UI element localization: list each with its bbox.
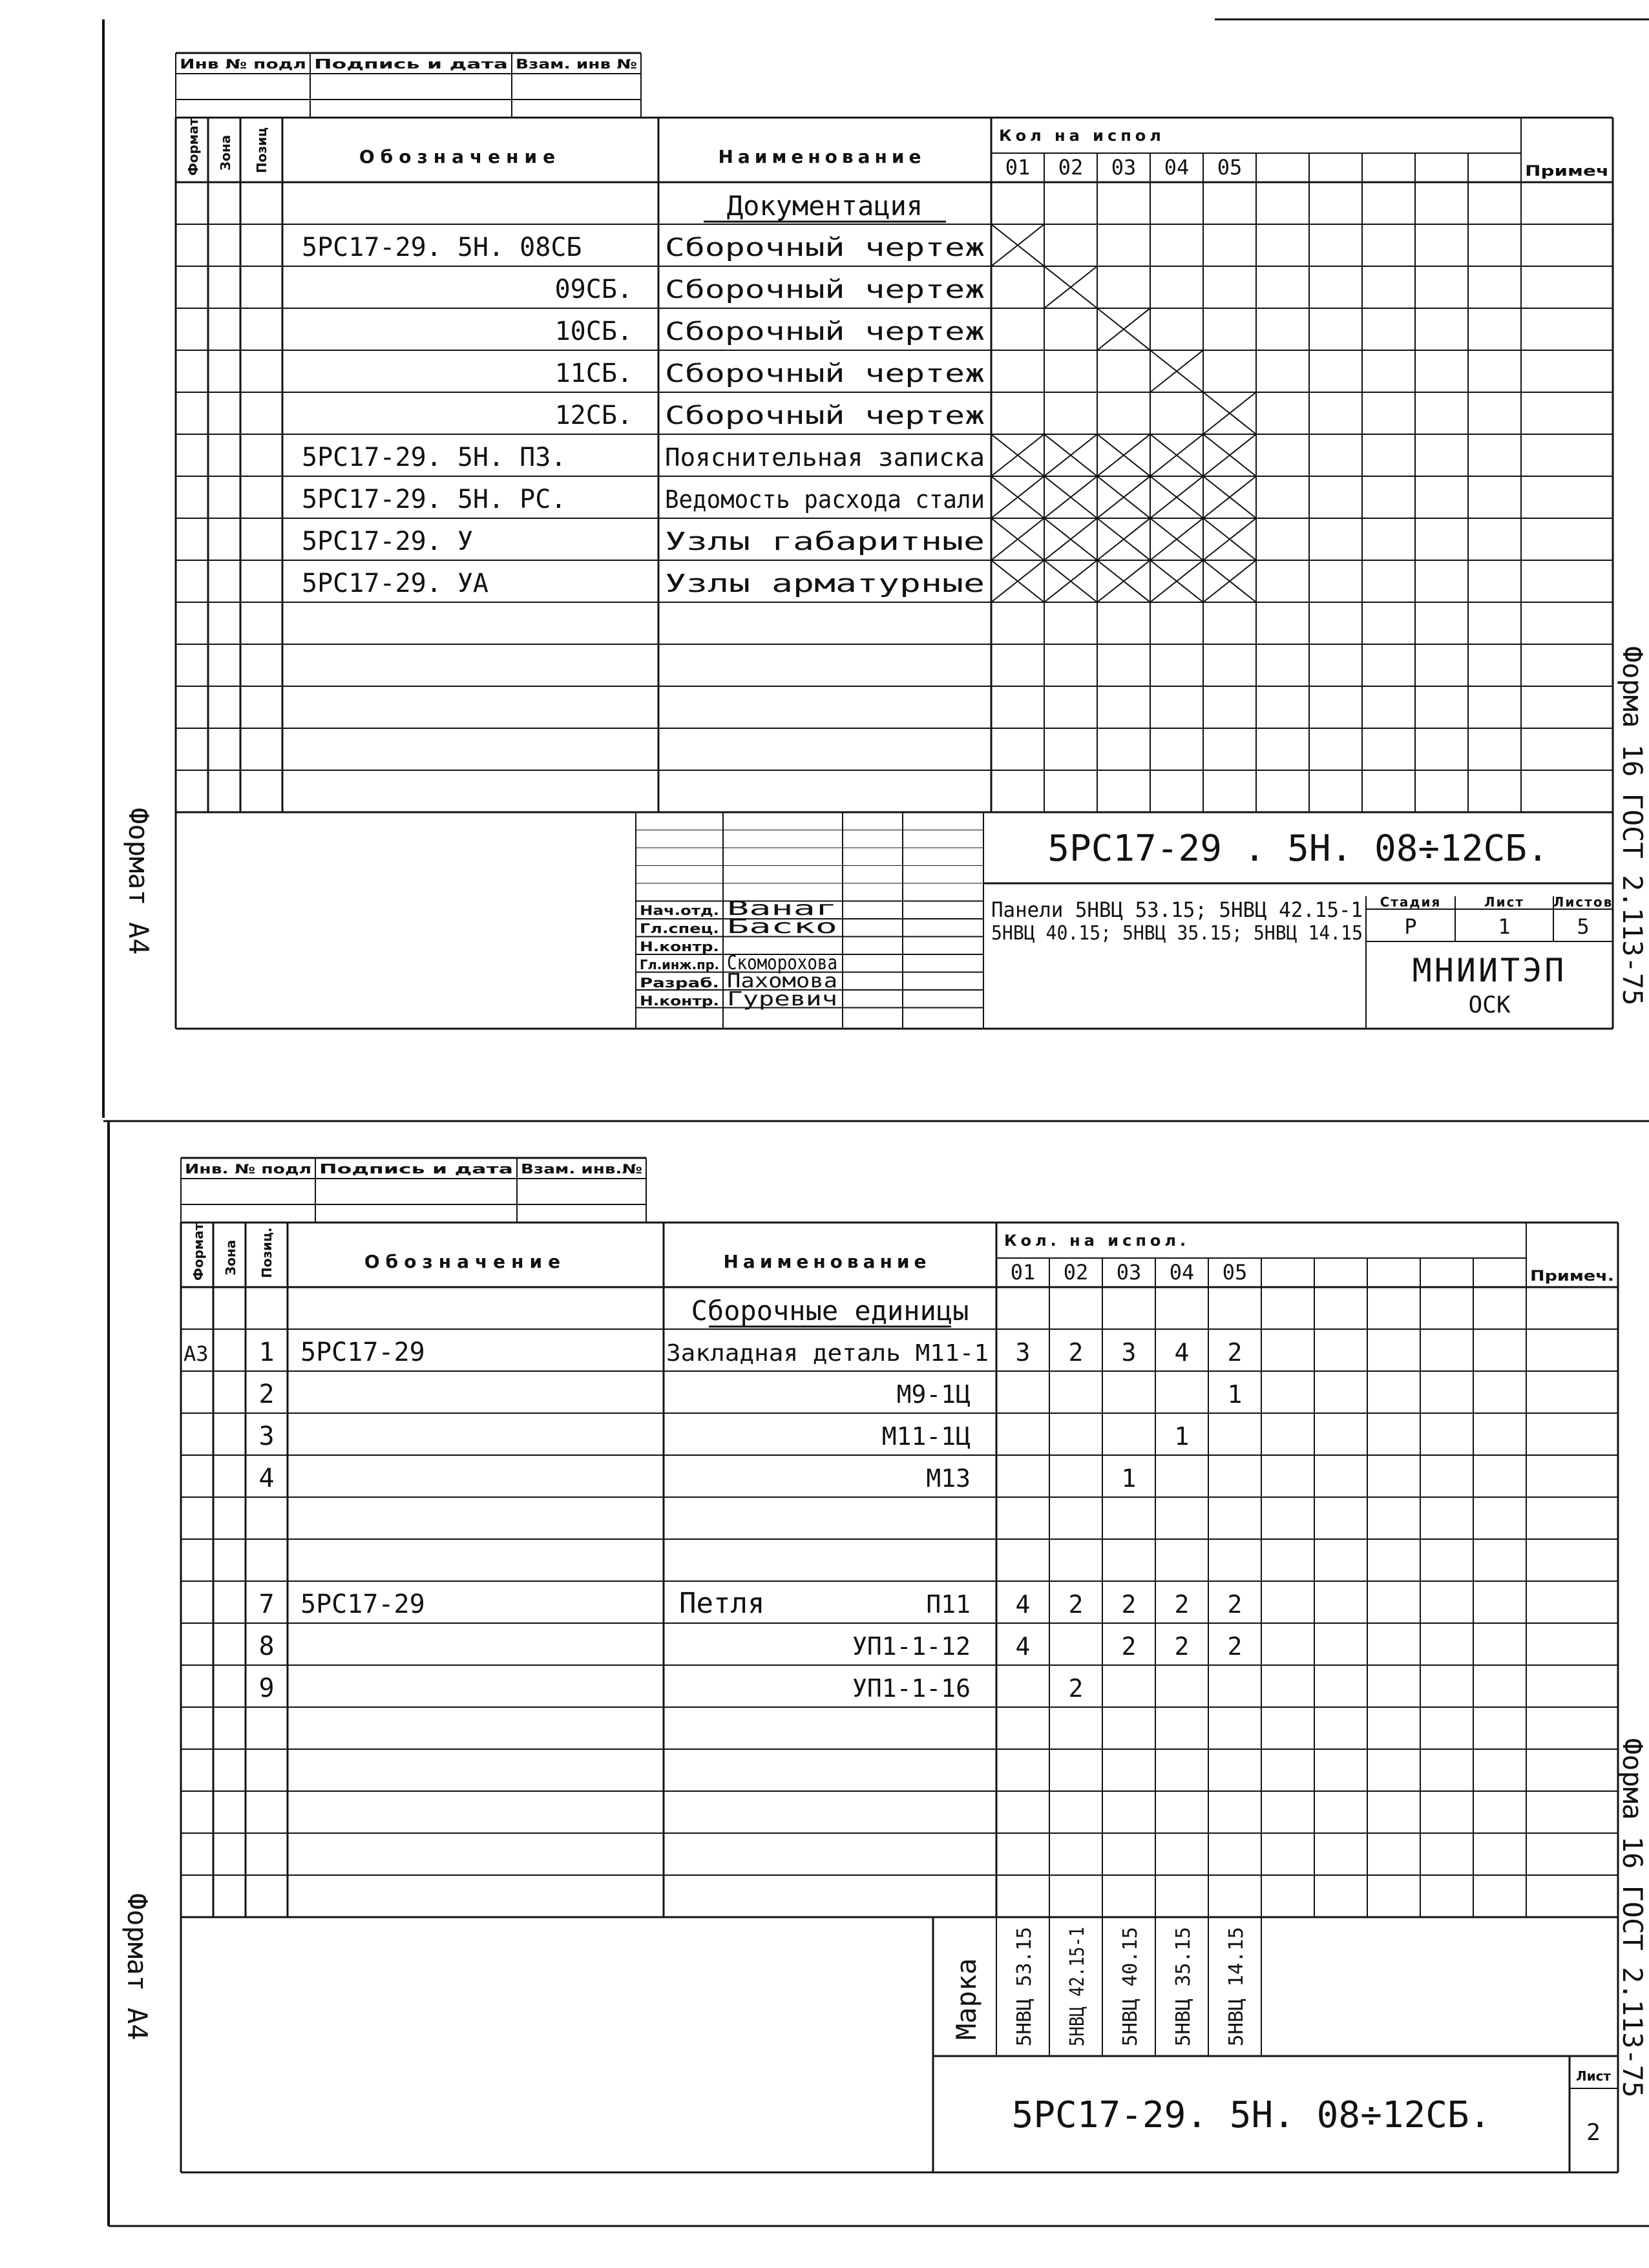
row-position: 9 (258, 1674, 275, 1703)
variant-number: 01 (1010, 1260, 1036, 1285)
stamp-header: Подпись и дата (314, 56, 508, 72)
header-quantity: Кол на испол (999, 127, 1165, 145)
row-designation: 12СБ. (554, 401, 633, 430)
spec-sheet-1 (123, 53, 1648, 1029)
row-name: Пояснительная записка (665, 443, 985, 472)
signature-name: Скоморохова (727, 952, 837, 974)
signature-role: Н.контр. (640, 939, 719, 954)
marka-value: 5НВЦ 53.15 (1013, 1929, 1036, 2046)
title-drawing-code: 5РС17-29 . 5Н. 08÷12СБ. (1047, 828, 1549, 870)
row-name: Сборочный чертеж (665, 401, 985, 430)
marka-value: 5НВЦ 40.15 (1119, 1929, 1142, 2046)
header-note: Примеч (1525, 163, 1609, 180)
signature-name: Ванаг (727, 898, 837, 920)
signature-name: Баско (727, 916, 837, 938)
signature-role: Гл.инж.пр. (640, 957, 719, 972)
format-side-note: Формат А4 (123, 808, 154, 955)
form-side-note: Форма 16 ГОСТ 2.113-75 (1617, 646, 1648, 1006)
signature-name: Пахомова (727, 970, 837, 992)
row-name: Петля (679, 1587, 765, 1620)
quantity-value: 3 (1015, 1338, 1031, 1367)
header-name: Наименование (723, 1251, 931, 1272)
stamp-header: Инв. № подл (185, 1161, 311, 1177)
quantity-value: 2 (1068, 1338, 1084, 1367)
row-position: 8 (258, 1632, 275, 1661)
stage-value: 5 (1577, 914, 1590, 939)
header-position: Позиц (254, 127, 269, 173)
title-drawing-code: 5РС17-29. 5Н. 08÷12СБ. (1011, 2094, 1491, 2136)
marka-value: 5НВЦ 14.15 (1225, 1929, 1248, 2046)
stamp-header: Взам. инв.№ (521, 1161, 642, 1177)
row-designation: 5РС17-29. 5Н. 08СБ (302, 233, 582, 262)
row-name: Сборочный чертеж (665, 275, 985, 304)
header-quantity: Кол. на испол. (1004, 1232, 1190, 1250)
variant-number: 02 (1063, 1260, 1089, 1285)
signature-role: Гл.спец. (640, 921, 719, 936)
row-designation: 10СБ. (554, 317, 633, 346)
row-designation: 5РС17-29 (300, 1590, 425, 1619)
quantity-value: 4 (1174, 1338, 1190, 1367)
header-designation: Обозначение (359, 146, 562, 167)
row-position: 4 (258, 1464, 275, 1493)
organization-name: МНИИТЭП (1412, 952, 1567, 989)
stage-value: 1 (1498, 914, 1511, 939)
quantity-value: 2 (1227, 1632, 1243, 1661)
stage-label: Стадия (1380, 894, 1442, 910)
variant-number: 02 (1058, 155, 1084, 180)
quantity-value: 1 (1227, 1380, 1243, 1409)
quantity-value: 1 (1174, 1422, 1190, 1451)
header-position: Позиц. (259, 1227, 275, 1278)
header-name: Наименование (718, 146, 926, 167)
row-designation: 09СБ. (554, 275, 633, 304)
quantity-value: 3 (1121, 1338, 1137, 1367)
stage-label: Лист (1484, 894, 1525, 910)
variant-number: 04 (1164, 155, 1190, 180)
stamp-header: Подпись и дата (319, 1161, 513, 1177)
row-position: 3 (258, 1422, 275, 1451)
stage-value: Р (1404, 914, 1417, 939)
row-name: Сборочный чертеж (665, 317, 985, 346)
row-name: Сборочный чертеж (665, 359, 985, 388)
title-description: 5НВЦ 40.15; 5НВЦ 35.15; 5НВЦ 14.15 (991, 922, 1363, 945)
format-side-note: Формат А4 (121, 1893, 153, 2041)
signature-name: Гуревич (727, 988, 837, 1011)
form-side-note: Форма 16 ГОСТ 2.113-75 (1617, 1738, 1648, 2098)
row-name: М11-1Ц (881, 1422, 971, 1451)
header-zone: Зона (223, 1239, 238, 1276)
header-format: Формат (185, 118, 201, 176)
variant-number: 05 (1222, 1260, 1248, 1285)
stage-label: Листов (1553, 894, 1613, 910)
row-name: Ведомость расхода стали (665, 485, 985, 514)
marka-label: Марка (951, 1958, 982, 2040)
header-zone: Зона (218, 134, 233, 171)
variant-number: 05 (1217, 155, 1243, 180)
sheet-number-label: Лист (1575, 2068, 1612, 2084)
quantity-value: 4 (1015, 1632, 1031, 1661)
row-name: УП1-1-16 (852, 1674, 971, 1703)
row-name: УП1-1-12 (852, 1632, 971, 1661)
marka-value: 5НВЦ 42.15-1 (1066, 1906, 1089, 2046)
sheet-number-value: 2 (1586, 2119, 1601, 2146)
header-format: Формат (191, 1223, 206, 1281)
variant-number: 03 (1111, 155, 1137, 180)
variant-number: 01 (1005, 155, 1031, 180)
row-designation: 5РС17-29. У (302, 527, 473, 556)
row-designation: 5РС17-29 (300, 1338, 425, 1367)
stamp-header: Инв № подл (180, 56, 306, 72)
signature-role: Н.контр. (640, 993, 719, 1009)
row-name: Узлы габаритные (665, 527, 985, 556)
signature-role: Разраб. (640, 975, 719, 991)
section-title: Документация (726, 190, 923, 222)
row-name-mark: П11 (926, 1590, 971, 1619)
row-designation: 11СБ. (554, 359, 633, 388)
quantity-value: 2 (1174, 1590, 1190, 1619)
row-name: М13 (926, 1464, 971, 1493)
title-description: Панели 5НВЦ 53.15; 5НВЦ 42.15-1 (991, 898, 1363, 922)
quantity-value: 2 (1227, 1590, 1243, 1619)
quantity-value: 2 (1227, 1338, 1243, 1367)
variant-number: 03 (1116, 1260, 1142, 1285)
quantity-value: 2 (1068, 1674, 1084, 1703)
quantity-value: 4 (1015, 1590, 1031, 1619)
row-position: 1 (258, 1338, 275, 1367)
row-designation: 5РС17-29. 5Н. ПЗ. (302, 443, 567, 472)
quantity-value: 2 (1121, 1632, 1137, 1661)
row-name: М9-1Ц (896, 1380, 971, 1409)
quantity-value: 2 (1174, 1632, 1190, 1661)
header-note: Примеч. (1530, 1268, 1614, 1285)
quantity-value: 2 (1068, 1590, 1084, 1619)
row-name: Узлы арматурные (665, 569, 985, 598)
row-format: А3 (184, 1341, 209, 1366)
marka-value: 5НВЦ 35.15 (1172, 1929, 1195, 2046)
row-name: Закладная деталь М11-1 (666, 1340, 989, 1367)
department-name: ОСК (1468, 992, 1511, 1018)
signature-role: Нач.отд. (640, 903, 719, 918)
variant-number: 04 (1169, 1260, 1195, 1285)
row-designation: 5РС17-29. 5Н. РС. (302, 485, 567, 514)
row-name: Сборочный чертеж (665, 233, 985, 262)
spec-sheet-2 (121, 1158, 1648, 2172)
row-position: 7 (258, 1590, 275, 1619)
row-designation: 5РС17-29. УА (302, 569, 488, 598)
section-title: Сборочные единицы (691, 1295, 969, 1327)
quantity-value: 2 (1121, 1590, 1137, 1619)
header-designation: Обозначение (364, 1251, 567, 1272)
row-position: 2 (258, 1380, 275, 1409)
quantity-value: 1 (1121, 1464, 1137, 1493)
stamp-header: Взам. инв № (516, 56, 637, 72)
